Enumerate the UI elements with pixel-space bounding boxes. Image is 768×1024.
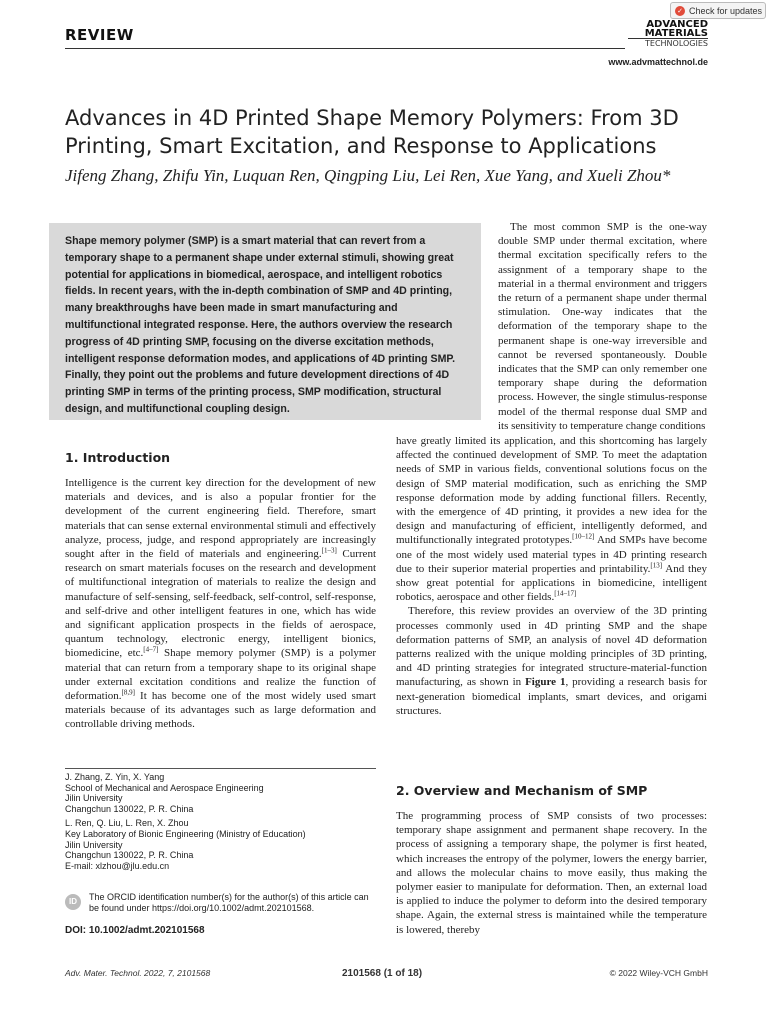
section-heading-introduction: 1. Introduction (65, 450, 171, 465)
paragraph: have greatly limited its application, and this shortcoming has largely affected the continued development of SMP. To meet the adaptation needs of SMP in various fields, conventional solutions focus on the design of SMP material modification, such as enriching the SMP response deformation mode by adding functional fillers. Recently, with the emergence of 4D printing, it provides a new idea for the design and manufacturing of efficient, intelligently deformed, and multifunctionally integrated prototypes.[10–12] And SMPs have become one of the most widely used material types in 4D printing research due to their superior material properties and printability.[13] And they show great potential for applications in biomedicine, intelligent robotics, aerospace and other fields.[14–17] (396, 435, 707, 604)
doi-link[interactable]: DOI: 10.1002/admt.202101568 (65, 925, 205, 936)
citation-link[interactable]: [14–17] (554, 589, 577, 598)
contact-email[interactable]: E-mail: xlzhou@jlu.edu.cn (65, 860, 170, 871)
logo-line-2: MATERIALS (644, 28, 708, 39)
author-list: Jifeng Zhang, Zhifu Yin, Luquan Ren, Qingping Liu, Lei Ren, Xue Yang, and Xueli Zhou* (65, 166, 671, 185)
affiliation-line: Key Laboratory of Bionic Engineering (Ministry of Education) (65, 828, 306, 839)
header-rule (65, 48, 625, 49)
right-column-mid (396, 434, 707, 718)
paragraph: Intelligence is the current key direction for the development of new materials and devices, and is also a popular frontier for the development of the current engineering field. Therefore, smart materials that can sense external environmental stimuli and effectively analyze, process, judge, and respond appropriately are increasingly sought after in the field of materials and engineering.[1–3] Current research on smart materials focuses on the research and development of multifunctional integration of materials to realize the design and manufacture of self-sensing, self-feedback, self-control, self-response, and self-drive and other intelligent features in one, which has wide and significant application prospects in the fields of aerospace, quantum technology, electronic energy, intelligent bionics, biomedicine, etc.[4–7] Shape memory polymer (SMP) is a polymer material that can return from a temporary shape to its original shape under external excitation conditions and realize the function of deformation.[8,9] It has become one of the most widely used smart materials because of its advantages such as large deformation and controllable driving methods. (65, 477, 376, 731)
citation-link[interactable]: [10–12] (572, 532, 595, 541)
affiliation-line: School of Mechanical and Aerospace Engineering (65, 782, 264, 793)
footer-citation: Adv. Mater. Technol. 2022, 7, 2101568 (65, 968, 211, 978)
journal-url[interactable]: www.advmattechnol.de (608, 57, 708, 67)
citation-link[interactable]: [8,9] (121, 688, 135, 697)
affiliation-line: Changchun 130022, P. R. China (65, 803, 194, 814)
check-updates-label: Check for updates (689, 5, 763, 16)
affiliation-line: Jilin University (65, 839, 123, 850)
right-column-top (498, 220, 707, 433)
affiliations (65, 772, 376, 871)
journal-logo (628, 20, 708, 48)
left-column (65, 476, 376, 732)
logo-line-1: ADVANCED (646, 19, 708, 30)
article-title: Advances in 4D Printed Shape Memory Polymers: From 3D Printing, Smart Excitation, and Response to Applications (65, 106, 679, 159)
figure-link[interactable]: Figure 1 (525, 676, 566, 689)
affiliation-line: Jilin University (65, 793, 123, 804)
section-heading-overview: 2. Overview and Mechanism of SMP (396, 783, 648, 798)
abstract-box (49, 223, 481, 420)
footer-copyright: © 2022 Wiley-VCH GmbH (609, 968, 708, 978)
citation-link[interactable]: [4–7] (143, 645, 159, 654)
section-label: REVIEW (65, 26, 134, 44)
affiliation-line: Changchun 130022, P. R. China (65, 850, 194, 861)
logo-line-3: TECHNOLOGIES (628, 38, 708, 48)
abstract-text: Shape memory polymer (SMP) is a smart material that can revert from a temporary shape to a permanent shape under external stimuli, showing great potential for applications in biomedical, aerospace, and intelligent robotics fields. In recent years, with the in-depth combination of SMP and 4D printing, many breakthroughs have been made in smart manufacturing and multifunctional integrated response. Here, the authors overview the research progress of 4D printing SMP, focusing on the diverse excitation methods, intelligent response deformation modes, and applications of 4D printing SMP. Finally, they point out the problems and future development directions of 4D printing SMP in terms of the printing process, SMP modification, structural design, and multifunctional coupling design. (65, 235, 456, 415)
update-icon: ✓ (675, 6, 685, 16)
citation-link[interactable]: [13] (650, 561, 663, 570)
affiliation-line: L. Ren, Q. Liu, L. Ren, X. Zhou (65, 818, 189, 829)
orcid-note (65, 892, 376, 913)
right-column-bottom (396, 809, 707, 937)
affiliation-rule (65, 768, 376, 769)
orcid-text: The ORCID identification number(s) for the author(s) of this article can be found under https://doi.org/10.1002/admt.202101568. (89, 892, 369, 913)
footer-page-number: 2101568 (1 of 18) (342, 968, 423, 979)
orcid-icon: ID (65, 894, 81, 910)
paragraph: The most common SMP is the one-way double SMP under thermal excitation, where thermal excitation specifically refers to the assignment of a temporary shape to the material in a thermal environment and triggers the return of a permanent shape under thermal stimulation. One-way indicates that the deformation of the temporary shape to the permanent shape is one-way irreversible and cannot be reversed spontaneously. Double indicates that the SMP can only remember one temporary shape during the deformation process. However, the single stimulus-response model of the thermal response dual SMP and its sensitivity to temperature change conditions (498, 221, 707, 432)
paragraph: The programming process of SMP consists of two processes: temporary shape assignment and permanent shape recovery. In the process of assigning a temporary shape, the polymer is first heated, which increases the entropy of the polymer, lowers the energy barrier, and allows the molecular chains to move easily, thus making the polymer easier to manipulate for deformation. Then, an external load is applied to induce the polymer to deform into the desired temporary shape. Again, the external stress is maintained while the temperature is lowered, thereby (396, 810, 707, 936)
affiliation-line: J. Zhang, Z. Yin, X. Yang (65, 772, 165, 782)
check-for-updates-button[interactable] (670, 2, 766, 19)
citation-link[interactable]: [1–3] (321, 546, 337, 555)
paragraph: Therefore, this review provides an overview of the 3D printing processes commonly used in 4D printing SMP and the shape deformation patterns of SMP, an analysis of novel 4D deformation patterns realized with the unique molding principles of 3D printing, and 4D printing strategies for integrated structure-material-function manufacturing, as shown in Figure 1, providing a research basis for next-generation biomedical implants, smart devices, and origami structures. (396, 605, 707, 717)
